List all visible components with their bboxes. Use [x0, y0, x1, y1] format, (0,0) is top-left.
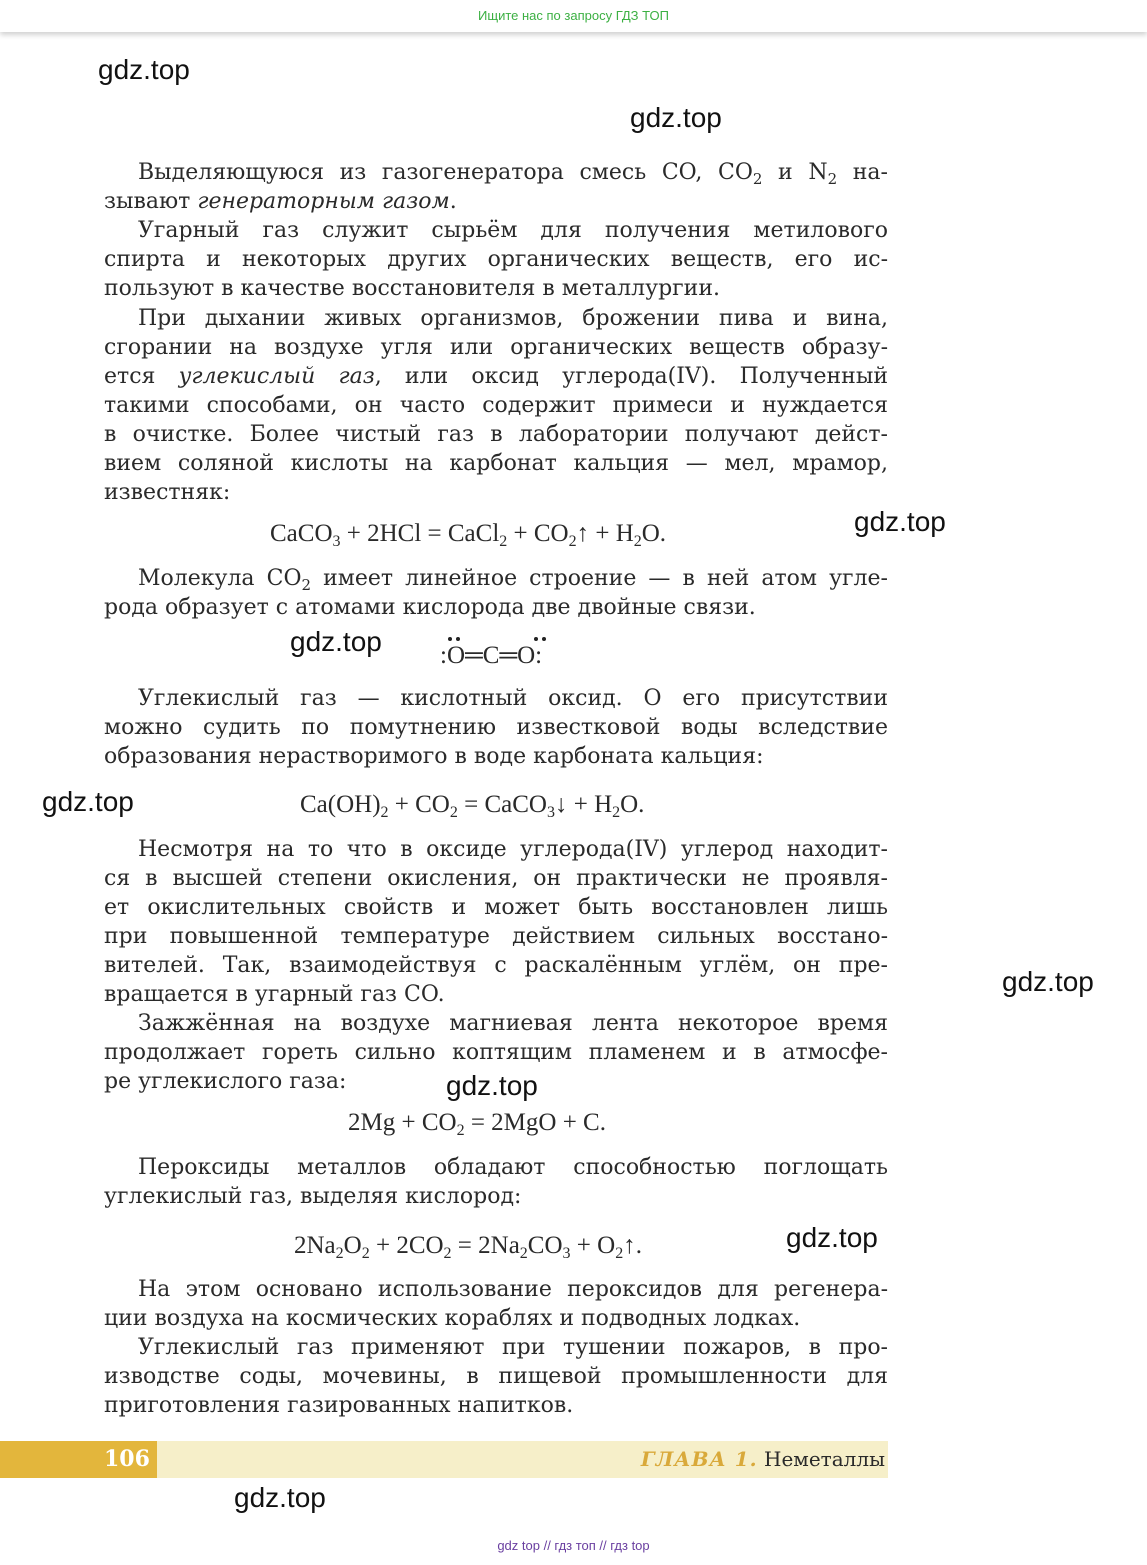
- text-line: такими способами, он часто содержит примеси и нуждается: [104, 393, 888, 418]
- text-line: сгорании на воздухе угля или органических веществ образу-: [104, 335, 888, 360]
- bottom-links[interactable]: gdz top // гдз топ // гдз top: [497, 1538, 650, 1553]
- text-line: продолжает гореть сильно коптящим пламенем и в атмосфе-: [104, 1040, 888, 1065]
- page-number: 106: [104, 1446, 150, 1472]
- text-line: изводстве соды, мочевины, в пищевой промышленности для: [104, 1364, 888, 1389]
- text-line: зывают генераторным газом.: [104, 189, 457, 214]
- text-line: ся в высшей степени окисления, он практически не проявля-: [104, 866, 888, 891]
- text-line: образования нерастворимого в воде карбоната кальция:: [104, 744, 764, 769]
- text-line: рода образует с атомами кислорода две двойные связи.: [104, 595, 756, 620]
- text-line: Молекула $CO_2$ имеет линейное строение — в ней атом угле-: [138, 566, 888, 594]
- text-line: Несмотря на то что в оксиде углерода(IV) углерод находит-: [138, 837, 888, 862]
- text-line: Угарный газ служит сырьём для получения метилового: [138, 218, 888, 243]
- text-line: при повышенной температуре действием сильных восстано-: [104, 924, 888, 949]
- text-line: можно судить по помутнению известковой воды вследствие: [104, 715, 888, 740]
- chemical-equation: $2Mg + CO_2 = 2MgO + C$.: [348, 1109, 606, 1139]
- watermark: gdz.top: [786, 1222, 878, 1253]
- text-line: ции воздуха на космических кораблях и подводных лодках.: [104, 1306, 801, 1331]
- text-line: ется углекислый газ, или оксид углерода(IV). Полученный: [104, 364, 888, 389]
- watermark: gdz.top: [854, 506, 946, 537]
- text-line: Углекислый газ — кислотный оксид. О его присутствии: [138, 686, 888, 711]
- text-line: вителей. Так, взаимодействуя с раскалённым углём, он пре-: [104, 953, 888, 978]
- text-line: в очистке. Более чистый газ в лаборатории получают дейст-: [104, 422, 888, 447]
- banner-text[interactable]: Ищите нас по запросу ГДЗ ТОП: [478, 8, 669, 23]
- watermark: gdz.top: [446, 1070, 538, 1101]
- watermark: gdz.top: [290, 626, 382, 657]
- chapter-label: ГЛАВА 1.: [640, 1447, 758, 1471]
- chapter-title: [641, 1441, 885, 1478]
- chemical-equation: $Ca(OH)_2 + CO_2$ = CaCO$_3$↓ + $H_2O$.: [300, 791, 645, 821]
- chemical-equation: $2Na_2O_2 + 2CO_2 = 2Na_2CO_3$ + $O_2↑$.: [294, 1232, 642, 1262]
- watermark: gdz.top: [1002, 966, 1094, 997]
- text-line: На этом основано использование пероксидов для регенера-: [138, 1277, 888, 1302]
- text-line: Зажжённая на воздухе магниевая лента некоторое время: [138, 1011, 888, 1036]
- watermark: gdz.top: [98, 54, 190, 85]
- text-line: Выделяющуюся из газогенератора смесь CO, $CO_2$ и $N_2$ на-: [138, 160, 888, 188]
- top-banner: [0, 0, 1147, 32]
- text-line: углекислый газ, выделяя кислород:: [104, 1184, 522, 1209]
- text-line: спирта и некоторых других органических веществ, его ис-: [104, 247, 888, 272]
- text-line: При дыхании живых организмов, брожении пива и вина,: [138, 306, 888, 331]
- chemical-equation: CaCO$_3$ + 2HCl = CaCl$_2$ + $CO_2↑ + H_2O$.: [270, 520, 667, 550]
- text-line: Пероксиды металлов обладают способностью поглощать: [138, 1155, 888, 1180]
- watermark: gdz.top: [234, 1482, 326, 1513]
- text-line: пользуют в качестве восстановителя в металлургии.: [104, 276, 720, 301]
- watermark: gdz.top: [42, 786, 134, 817]
- text-line: ет окислительных свойств и может быть восстановлен лишь: [104, 895, 888, 920]
- text-line: Углекислый газ применяют при тушении пожаров, в про-: [138, 1335, 888, 1360]
- chapter-name: Неметаллы: [764, 1447, 885, 1471]
- watermark: gdz.top: [630, 102, 722, 133]
- text-line: вием соляной кислоты на карбонат кальция — мел, мрамор,: [104, 451, 888, 476]
- text-line: ре углекислого газа:: [104, 1069, 347, 1094]
- co2-lewis-structure: :O═C═O:: [430, 634, 560, 674]
- text-line: известняк:: [104, 480, 231, 505]
- text-line: вращается в угарный газ CO.: [104, 982, 445, 1007]
- text-line: приготовления газированных напитков.: [104, 1393, 574, 1418]
